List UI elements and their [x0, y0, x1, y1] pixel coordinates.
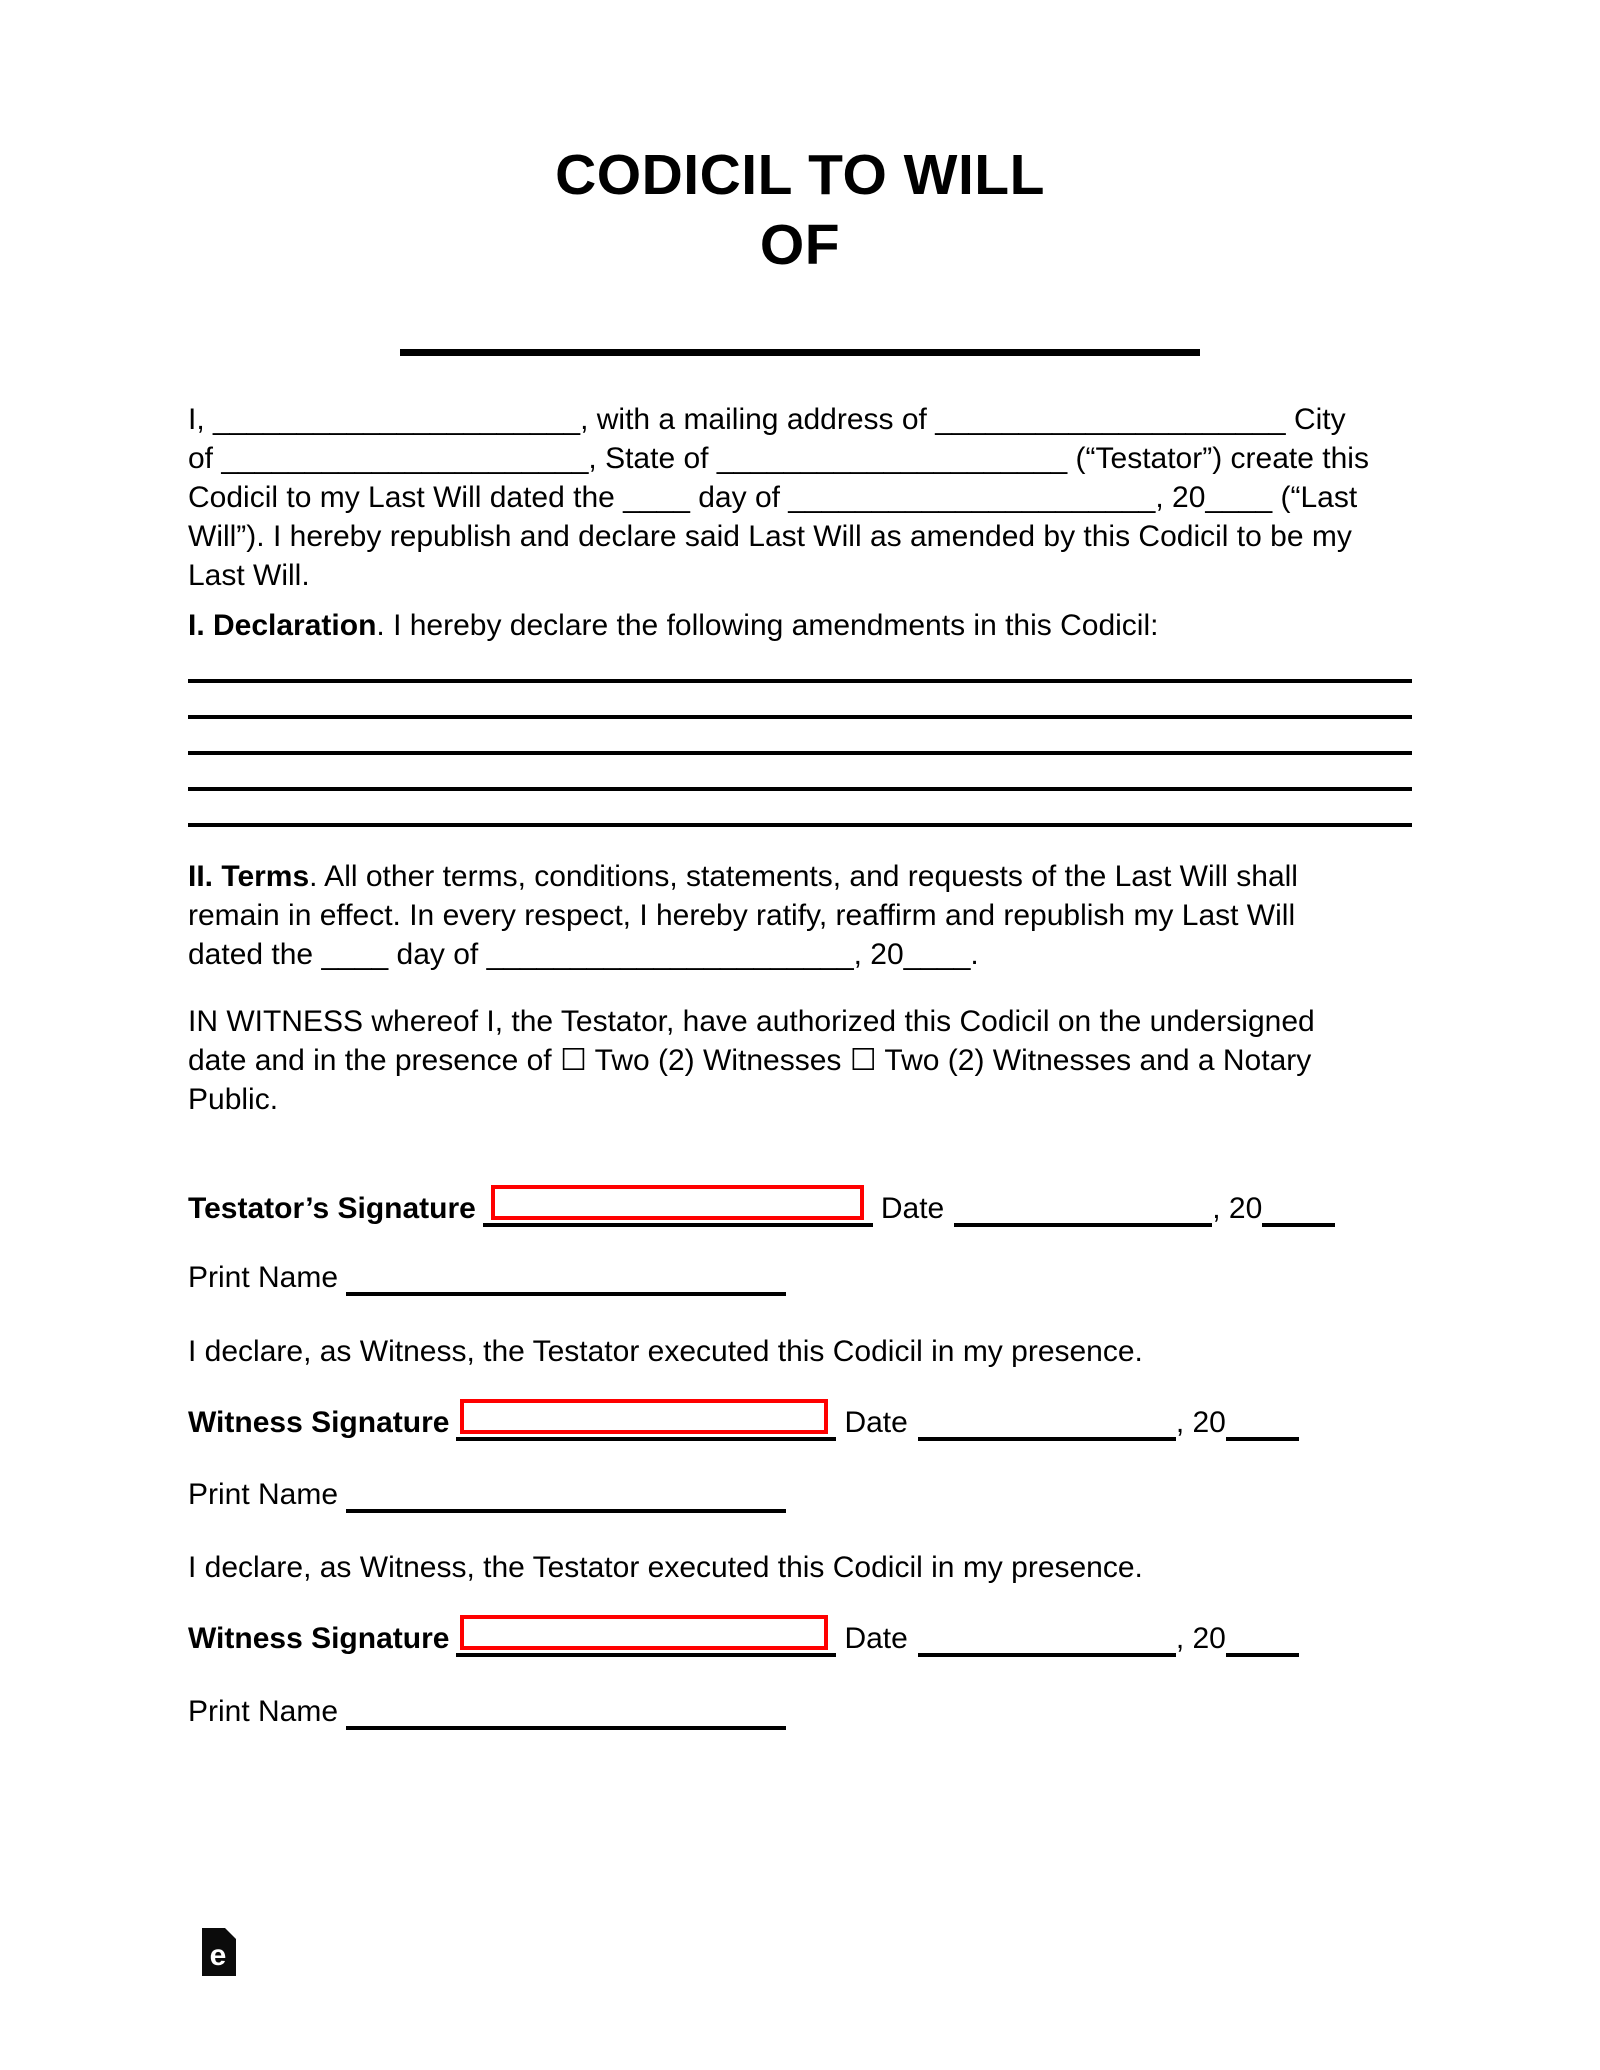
- witness2-year-prefix: , 20: [1175, 1622, 1226, 1655]
- witness2-signature-highlight-box[interactable]: [460, 1615, 828, 1650]
- witness2-signature-label: Witness Signature: [188, 1622, 450, 1655]
- witness2-print-name-label: Print Name: [188, 1695, 339, 1728]
- terms-paragraph: [188, 857, 1412, 974]
- witness1-print-name-field[interactable]: [346, 1477, 786, 1513]
- two-witnesses-checkbox[interactable]: ☐: [559, 1044, 587, 1077]
- witness-clause-line3: Public.: [188, 1083, 279, 1116]
- testator-year-prefix: , 20: [1212, 1192, 1263, 1225]
- declaration-heading: [188, 606, 1412, 645]
- declaration-blank-line[interactable]: [188, 791, 1412, 827]
- declaration-blank-lines: [188, 647, 1412, 827]
- witness1-year-field[interactable]: [1226, 1403, 1299, 1441]
- eforms-logo-letter: e: [209, 1939, 227, 1972]
- terms-line1: . All other terms, conditions, statements, and requests of the Last Will shall: [309, 860, 1298, 893]
- witness-clause-paragraph: [188, 1002, 1412, 1119]
- two-witnesses-option-label: Two (2) Witnesses: [586, 1044, 850, 1077]
- testator-date-label: Date: [880, 1192, 945, 1225]
- testator-signature-label: Testator’s Signature: [188, 1192, 476, 1225]
- declaration-blank-line[interactable]: [188, 755, 1412, 791]
- witness2-print-name-field[interactable]: [346, 1694, 786, 1730]
- testator-signature-highlight-box[interactable]: [491, 1185, 864, 1220]
- two-witnesses-notary-option-label: Two (2) Witnesses and a Notary: [876, 1044, 1312, 1077]
- page-title: [188, 140, 1412, 280]
- declaration-blank-line[interactable]: [188, 683, 1412, 719]
- witness1-year-prefix: , 20: [1175, 1406, 1226, 1439]
- testator-signature-field[interactable]: [483, 1189, 873, 1227]
- witness1-statement: I declare, as Witness, the Testator executed this Codicil in my presence.: [188, 1335, 1143, 1368]
- page-title-line2: OF: [759, 213, 841, 277]
- witness2-signature-field[interactable]: [456, 1619, 836, 1657]
- testator-print-name-row: [188, 1260, 1412, 1296]
- witness1-signature-label: Witness Signature: [188, 1406, 450, 1439]
- witness1-signature-row: [188, 1403, 1412, 1441]
- declaration-blank-line[interactable]: [188, 719, 1412, 755]
- witness2-print-name-row: [188, 1694, 1412, 1730]
- testator-signature-row: [188, 1189, 1412, 1227]
- declaration-heading-rest: . I hereby declare the following amendments in this Codicil:: [376, 609, 1159, 642]
- witness1-print-name-label: Print Name: [188, 1478, 339, 1511]
- testator-date-field[interactable]: [954, 1189, 1212, 1227]
- terms-heading-bold: II. Terms: [188, 860, 310, 893]
- witness1-date-label: Date: [844, 1406, 908, 1439]
- witness1-print-name-row: [188, 1477, 1412, 1513]
- page-title-line1: CODICIL TO WILL: [555, 143, 1045, 207]
- witness2-date-field[interactable]: [918, 1619, 1176, 1657]
- terms-line2: remain in effect. In every respect, I hereby ratify, reaffirm and republish my Last Will: [188, 899, 1296, 932]
- declaration-blank-line[interactable]: [188, 647, 1412, 683]
- witness2-signature-row: [188, 1619, 1412, 1657]
- witness2-date-label: Date: [844, 1622, 908, 1655]
- testator-name-blank[interactable]: [400, 349, 1200, 356]
- witness1-signature-field[interactable]: [456, 1403, 836, 1441]
- testator-print-name-field[interactable]: [346, 1260, 786, 1296]
- witness-clause-line1: IN WITNESS whereof I, the Testator, have authorized this Codicil on the undersigned: [188, 1005, 1315, 1038]
- witness1-signature-highlight-box[interactable]: [460, 1399, 828, 1434]
- declaration-heading-bold: I. Declaration: [188, 609, 377, 642]
- witness-clause-line2-pre: date and in the presence of: [188, 1044, 560, 1077]
- two-witnesses-notary-checkbox[interactable]: ☐: [849, 1044, 877, 1077]
- witness2-statement: I declare, as Witness, the Testator executed this Codicil in my presence.: [188, 1551, 1143, 1584]
- terms-line3: dated the ____ day of ______________________, 20____.: [188, 938, 979, 971]
- witness2-year-field[interactable]: [1226, 1619, 1299, 1657]
- intro-paragraph: I, ______________________, with a mailing address of _____________________ City of ______________________, State of _____________________ (“Testator”) create this Codicil to my Last Will dated the ____ day of ______________________, 20____ (“Last Will”). I hereby republish and declare said Last Will as amended by this Codicil to be my Last Will.: [188, 403, 1369, 592]
- eforms-logo: [202, 1928, 236, 1976]
- testator-year-field[interactable]: [1262, 1189, 1335, 1227]
- witness1-date-field[interactable]: [918, 1403, 1176, 1441]
- testator-print-name-label: Print Name: [188, 1261, 339, 1294]
